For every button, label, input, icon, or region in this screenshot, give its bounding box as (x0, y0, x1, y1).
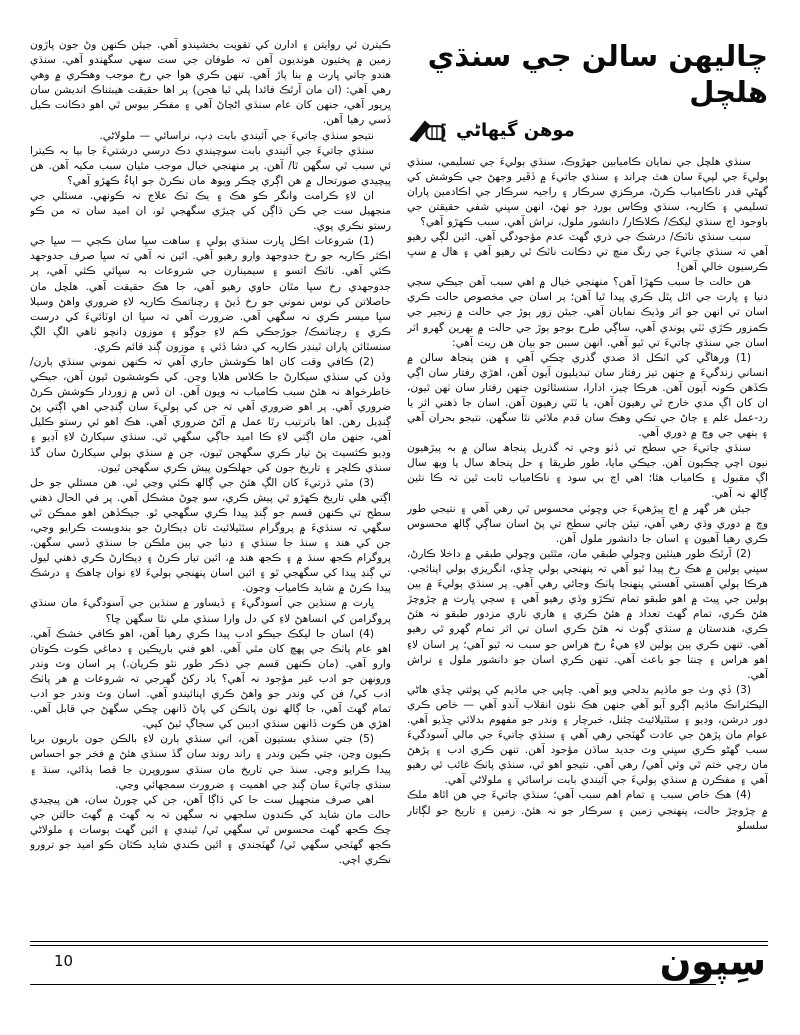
article-start-column (407, 38, 768, 938)
paragraph: (2) آرٿڪ طور ھيٺئين وچولي طبقي مان، مٿئين وچولي طبقي ۾ داخلا ڪارڻ، سڀني ٻولين ۾ ھڪ رخ پيدا ٿيو آھي تہ پنھنجي ٻولي ڇڏي، انگريزي ٻولي اپنائجي. ھرڪا ٻولي آھستي آھستي پنھنجا پاٺڪ وڃائي رھي آھي. پر سنڌي ٻوليءَ ۾ ٻين ٻولين جي ڀيٽ ۾ اھو طبقو تمام تڪڙو وڌي رھيو آھي ۽ سڄي ڀارت ۾ چڙوچڙ ھئڻ ڪري، تمام گھٽ تعداد ۾ ھئڻ ڪري ۽ ھاري ناري مزدور طبقو نہ ھئڻ ڪري، ھندستان ۾ سنڌي ڳوٺ نہ ھئڻ ڪري اسان تي اثر تمام گھرو ٿي رھيو آھي. تنھن ڪري ٻين ٻولين لاءِ ھيءُ رخ ھراس جو سبب نہ ٿيو آھي؛ پر اسان لاءِ اھو ھراس ۽ چنتا جو باعث آھي. تنھن ڪري اسان جو دانشور ملول ۽ نراش آھي. (407, 547, 768, 681)
footer-single-rule (30, 984, 716, 985)
article-title: چاليھن سالن جي سنڌي ھلچل (427, 39, 768, 110)
paragraph: (3) مٽي ڌرتيءَ کان الڳ ھئڻ جي ڳالھ ڪئي وڃي ٿي. ھن مسئلي جو حل اڳتي ھلي تاريخ ڪھڙو ٿي پيش ڪري، سو چوڻ مشڪل آھي. پر في الحال ذھني سطح تي ڪنھن قسم جو ڳنڍ پيدا ڪري سگھجي ٿو. جيڪڏھن اھو ممڪن ٿي سگھي تہ سنڌيءَ ۾ پروگرام سئٽيلائيٽ تان ڊيڪارڻ جو بندوبست ڪرايو وڃي، جن کي ھند ۽ سنڌ جا سنڌي ۽ دنيا جي ٻين ملڪن جا سنڌي ڏسي سگھن. پروگرام ڪجھ سنڌ ۾ ۽ ڪجھ ھند ۾، ائين تيار ڪرڻ ۽ ڊيڪارڻ ڪري ذھني ليول تي ڳنڍ پيدا کي سگھجي ٿو ۽ ائين اسان پنھنجي ٻوليءَ لاءِ نوان چاھڪ ۽ درشڪ پيدا ڪرڻ ۾ شايد ڪامياب وڃون. (30, 476, 391, 595)
page-footer (30, 938, 768, 991)
paragraph: (5) جتي سنڌي بستيون آھن، اتي سنڌي ٻارن لاءِ بالڪن جون باريون بريا ڪيون وڃن، جتي ڪين وندر ۽ راند روند سان گڏ سنڌي ھئڻ ۾ فخر جو احساس پيدا ڪرايو وڃي. سنڌ جي تاريخ مان سنڌي سوروپرن جا قصا ٻڌائي، سنڌ ۽ سنڌي ڄاتيءَ سان ڳنڍ جي اھميت ۽ ضرورت سمجھائي وڃي. (30, 733, 391, 791)
paragraph: اھي صرف منجھيل ست جا کي ڌاڳا آھن، جن کي چورڻ سان، ھن پيچيدي حالت مان شايد کي ڪندون سلجھي نہ سگھن تہ بہ گھٽ ۾ گھٽ حالتن جي چڪ ڪجھ گھٽ محسوس ٿي سگھي ٿي/ ٿيندي ۽ ائين گھٽ ٻوسات ۽ ملولاڻي ڪجھ گھٽجي سگھي ٿي/ گھٽجندي ۽ ائين ڪندي شايد ڪٿان ڪو اميد جو ترورو نڪري اچي. (30, 793, 391, 867)
paragraph: جيئن ھر گھر ۾ اڄ پيڙھيءَ جي وڇوٽي محسوس ٿي رھي آھي ۽ نتيجي طور وچ ۾ دوري وڌي رھي آھي، تيئن ڄاتي سطح تي پڻ اسان ساڳي ڳالھ محسوس ڪري رھيا آھيون ۽ اسان جا دانشور ملول آھن. (407, 502, 768, 545)
paragraph: سنڌي ڄاتيءَ جي سطح تي ڏٺو وڃي تہ گذريل پنجاھ سالن ۾ بہ پيڙھيون نيون اچي چڪيون آھن. جيڪي مايا، طور طريقا ۽ حل پنجاھ سال يا ويھ سال اڳ مقبول ۽ ڪامياب ھئا؛ اھي اڄ بي سود ۽ ناڪامياب ثابت ٿين تہ ڪا نئين ڳالھ نہ آھي. (407, 442, 768, 500)
masthead-logo: سِپون (659, 938, 766, 985)
paragraph: ھن حالت جا سبب ڪھڙا آھن؟ منھنجي خيال ۾ اھي سبب آھن جيڪي سڄي دنيا ۽ ڀارت جي اٿل پٿل ڪري پيدا ٿيا آھن؛ پر اسان جي مخصوص حالت ڪري اسان تي انھن جو اثر وڌيڪ نمايان آھي. جيئن زور ٻوڙ جي حالت ۾ زنجير جي ڪمزور ڪڙي ٽٽي پوندي آھي، ساڳي طرح بوجو ٻوڙ جي حالت ۾ بھرين گھرو اثر اسان جي سنڌي ڄاتيءَ تي ٿيو آھي. انھن سببن جو بيان ھن ريت آھي: (407, 276, 768, 349)
writing-hand-icon (407, 117, 449, 145)
paragraph: (1) ورھاڱي کي اٽڪل اڌ صدي گذري چڪي آھي ۽ ھنن پنجاھ سالن ۾ انساني زندگيءَ ۾ جنھن تيز رفتار سان تبديليون آيون آھن، اھڙي رفتار سان اڳي ڪڏھن ڪونہ آيون آھن. ھرڪا چيز، ادارا، سنسٿائون جنھن رفتار سان ٺھن ٿيون، ان کان اڳ مدي خارج ٿي رھيون آھن، يا ٽٽي رھيون آھن. اسان جا ذھني اثر يا رد-عمل علم ۽ ڄاڻ جي تڪي وھڪ سان قدم ملائي نٿا سگھن. نتيجو بحران آھي ۽ ٻنھي جي وچ ۾ دوري آھي. (407, 351, 768, 440)
paragraph: (3) ڏي وٺ جو ماڌيم بدلجي ويو آھي. ڇاپي جي ماڌيم کي پوئتي ڇڏي ھاڻي اليڪٽرانڪ ماڌيم اڳرو آيو آھي جنھن ھڪ نئون انقلاب آندو آھي — خاص ڪري دور درشن، وڊيو ۽ سئٽيلائيٽ چئنل، خبرچار ۽ وندر جو مفھوم بدلائي ڇڏيو آھي. عوام مان پڙھڻ جي عادت گھٽجي رھي آھي ۽ سنڌي ڄاتيءَ جي مالي آسودگيءَ سبب گھڻو ڪري سڀني وٽ جديد ساڌن مؤجود آھن. تنھن ڪري ادب ۽ پڙھڻ مان رچي ختم ٿي وئي آھي/ رھي آھي. نتيجو اھو ٿي، سنڌي پاٺڪ غائب ٿي رھيو آھي ۽ مفڪرن ۾ سنڌي ٻوليءَ جي آئيندي بابت نراسائي ۽ ملولاڻي آھي. (407, 683, 768, 787)
paragraph: (4) اسان جا ليکڪ جيڪو ادب پيدا ڪري رھيا آھن، اھو ڪافي خشڪ آھي. اھو عام پاٺڪ جي پھچ کان مٿي آھي. اھو فني باريڪين ۽ دماغي ڪوت ڪوتان وارو آھي. (مان ڪنھن قسم جي ذڪر طور نٿو ڪريان.) پر اسان وٽ وندر ورونھن جو ادب غير مؤجود نہ آھي؟ ياد رکڻ گھرجي تہ شروعات ۾ ھر پاٺڪ ادب کي/ فن کي وندر جو واھڻ ڪري اپنائيندو آھي. اسان وٽ وندر جو ادب تمام گھٽ آھي، جا ڳالھ نون پاٺڪن کي پاڻ ڏانھن ڇڪي سگھڻ جي قابل آھي. اھڙي ھن ڪوت ڏانھن سنڌي اديبن کي سجاڳ ٿيڻ کپي. (30, 627, 391, 731)
paragraph: سبب سنڌي ناٽڪ/ درشڪ جي ذري گھٽ عدم مؤجودگي آھي. ائين لڳي رھيو آھي تہ سنڌي ڄاتيءَ جي رنگ منچ تي دڪانت ناٽڪ ٿي رھيو آھي ۽ ھال ۾ سڀ ڪرسيون خالي آھن! (407, 230, 768, 274)
paragraph: (1) شروعات اڪل ڀارت سنڌي ٻولي ۽ ساھت سڀا سان ڪجي — سڀا جي اڪثر ڪاريہ جو رخ جدوجھد وارو رھيو آھي. ائين نہ آھي تہ سڀا صرف جدوجھد ڪئي آھي. ناٽڪ اتسو ۽ سيمينارن جي شروعات بہ سڀائي ڪئي آھي، پر جدوجھدي رخ سڀا مٿان حاوي رھيو آھي، جا ھڪ حقيقت آھي. ھلچل مان حاصلاتن کي نوس نموني جو رخ ڏيڻ ۽ رچناتمڪ ڪاريہ لاءِ ضروري واھڻ وسيلا سڀا ميسر ڪري نہ سگھي آھي. ضرورت آھي تہ سڀا ان اوٽائيءَ کي درست ڪري ۽ رچناتمڪ/ جوڙجڪي ڪم لاءِ جوڳو ۽ موزون ڍانچو ٺاھي الڳ الڳ سنسٿائن پاران ٽينڊر ڪاريہ کي دشا ڏئي ۽ موزون ڳنڍ قائم ڪري. (30, 235, 391, 353)
paragraph: (4) ھڪ خاص سبب ۽ تمام اھم سبب آھي؛ سنڌي ڄاتيءَ جي ھن اٿاھ ملڪ ۾ چڙوچڙ حالت، پنھنجي زمين ۽ سرڪار جو نہ ھئڻ. زمين ۽ تاريخ جو لڳاتار سلسلو (407, 789, 768, 832)
paragraph: سنڌي ھلچل جي نمايان ڪاميابين جھڙوڪ، سنڌي ٻوليءَ جي تسليمي، سنڌي ٻوليءَ جي لپيءَ سان ھٿ چراند ۽ سنڌي ڄاتيءَ ۾ ڏڦير وجھڻ جي ڪوشش کي گھڻي قدر ناڪامياب ڪرڻ، مرڪزي سرڪار ۽ راجيہ سرڪار جي اڪادمين پاران تسليمي ۽ ڪاريہ، سنڌي وڪاس بورڊ جو ٺھڻ، انھن سڀني شفي حقيقتن جي باوجود اڄ سنڌي ليکڪ/ ڪلاڪار/ دانشور ملول، نراش آھي. سبب ڪھڙو آھي؟ (407, 155, 768, 228)
paragraph: سنڌي ڄاتيءَ جي آئيندي بابت سوچيندي دڪ درسي درشتيءَ جا بيا بہ ڪيترا ئي سبب ٿي سگھن ٿا/ آھن. پر منھنجي خيال موجب مٿيان سبب مکيہ آھن. ھن پيچيدي صورتحال ۾ ھن اڳري چڪر ويوھ مان نڪرڻ جو اپاءُ ڪھڙو آھي؟ (30, 144, 391, 187)
paragraph: ڪيترن ئي روايتن ۽ ادارن کي تقويت بخشيندو آھي. جيئن ڪنھن وڻ جون پاڙون زمين ۾ پختيون ھونديون آھن تہ طوفان جي ست سھي سگھندو آھي. سنڌي ھندو ڄاتي ڀارت ۾ بنا پاڙ آھي. تنھن ڪري ھوا جي رخ موجب وھڪري ۾ وھي رھي آھي: (ان مان آرٿڪ فائدا پلي ٿيا ھجن) پر اھا حقيقت ھيبتناڪ انديشن سان ڀرپور آھي، جنھن کان عام سنڌي اڻڄاڻ آھي ۽ مفڪر بيوس ٿي اھو دڪانت ڪيل ڏسي رھيا آھن. (30, 39, 391, 127)
paragraph: نتيجو سنڌي ڄاتيءَ جي آئيندي بابت ڊپ، نراسائي — ملولاڻي. (99, 129, 374, 142)
article-body (30, 38, 768, 938)
article-continue-column (30, 38, 391, 938)
footer-row (30, 938, 768, 992)
paragraph: ڀارت ۾ سنڌين جي آسودگيءَ ۽ ڏيساور ۾ سنڌين جي آسودگيءَ مان سنڌي پروگرامن کي انساھڻ لاءِ کي دل وارا سنڌي ملي نٿا سگھن ڇا؟ (30, 597, 391, 625)
paragraph: (2) ڪافي وقت کان اھا ڪوشش جاري آھي تہ ڪنھن نموني سنڌي ٻارن/ وڏن کي سنڌي سيکارڻ جا ڪلاس ھلايا وڃن. کي ڪوششون ٿيون آھن، جيڪي خاطرخواھ نہ ھئڻ سبب ڪامياب نہ ويون آھن. ان ڏس ۾ زوردار ڪوشش ڪرڻ ضروري آھي. پر اھو ضروري آھي تہ جن کي ٻوليءَ سان ڳنڍجي اھي اڳتي پڻ ڳنڍيل رھن. اھا باترتيب رٿا عمل ۾ آڻڻ ضروري آھي. ھڪ اھو ئي رستو ڪليل آھي، جنھن مان اڳتي لاءِ ڪا اميد جاڳي سگھي ٿي. سنڌي سيکارڻ لاءِ آڊيو ۽ وڊيو ڪئسيٽ پڻ تيار ڪري سگھجن ٿيون، جن ۾ سنڌي ٻولي سيکارڻ سان گڏ سنڌي ڪلچر ۽ تاريخ جون کي جھلڪون پيش ڪري سگھجن ٿيون. (30, 355, 391, 474)
author-byline (407, 117, 768, 145)
page-number: 10 (54, 952, 74, 970)
paragraph: ان لاءِ ڪرامت وانگر ڪو ھڪ ۽ يڪ ٽڪ علاج نہ ڪونھي. مسئلي جي منجھيل ست جي ڪن ڌاڳن کي چيڙي سگھجي ٿو، ان اميد سان تہ من ڪو رستو نڪري پوي. (30, 189, 391, 233)
author-name: موھن گيھاڻي (456, 120, 575, 141)
